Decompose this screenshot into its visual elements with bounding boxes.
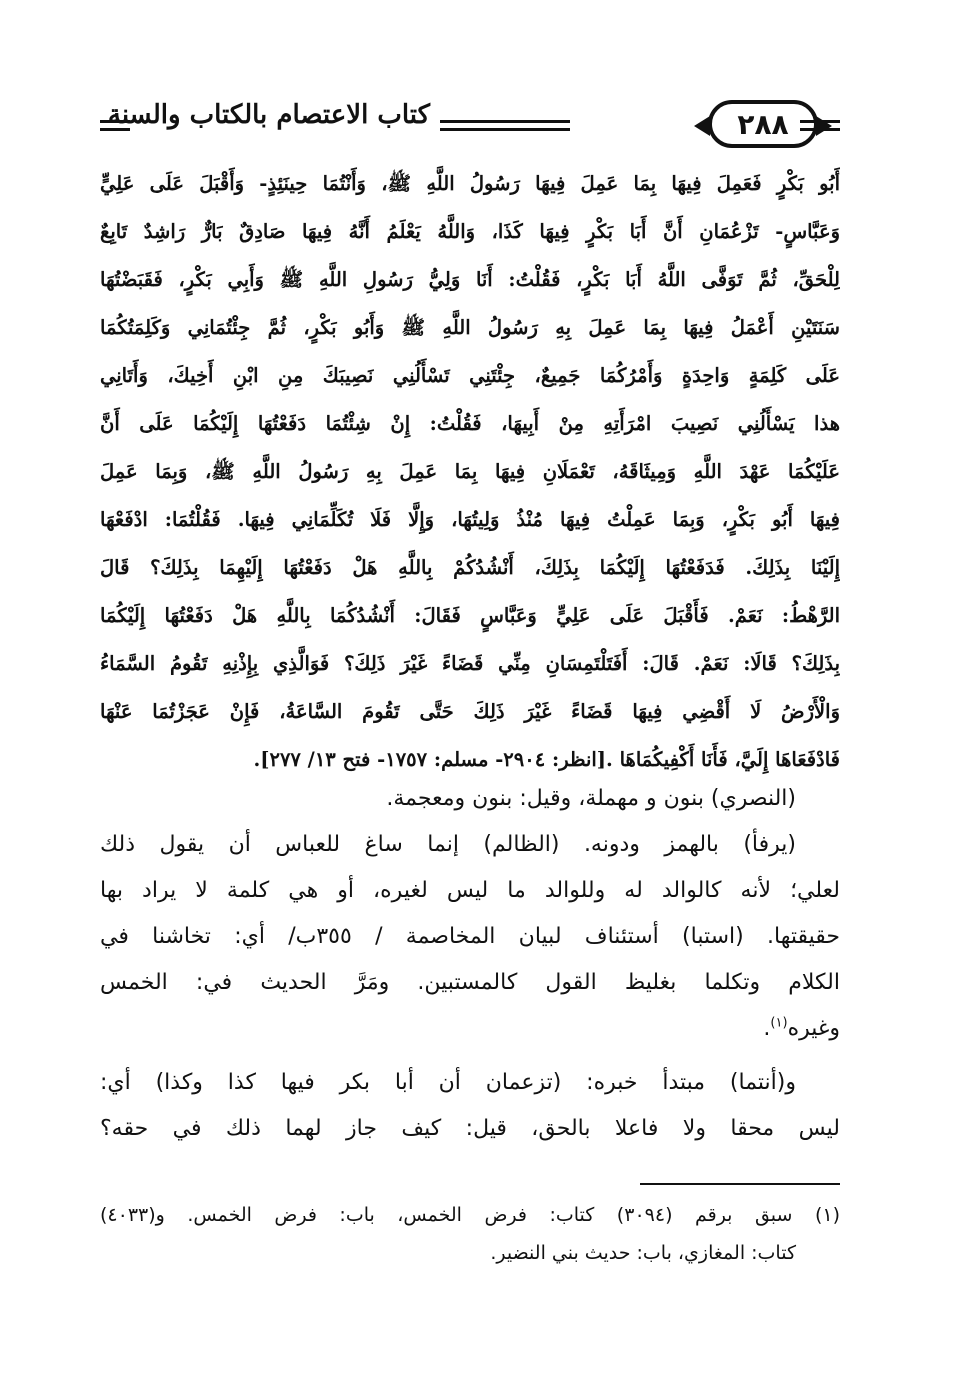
text-line: لِلْحَقِّ، ثُمَّ تَوَفَّى اللَّهُ أَبَا بَكْرٍ، فَقُلْتُ: أَنَا وَلِيُّ رَسُولِ اللَّهِ ﷺ وَأَبِي بَكْرٍ، فَقَبَضْتُهَا	[100, 268, 840, 291]
text-line: (النصري) بنون و مهملة، وقيل: بنون ومعجمة.	[386, 786, 796, 811]
book-title: كتاب الاعتصام بالكتاب والسنة	[107, 100, 430, 130]
text-line: عَلَى كَلِمَةٍ وَاحِدَةٍ وَأَمْرُكُمَا جَمِيعٌ، جِئْتَنِي تَسْأَلُنِي نَصِيبَكَ مِنِ ابْنِ أَخِيكَ، وَأَتَانِي	[100, 364, 840, 387]
text-line: إِلَيْنَا بِذَلِكَ. فَدَفَعْتُهَا إِلَيْكُمَا بِذَلِكَ، أَنْشُدُكُمْ بِاللَّهِ هَلْ دَفَعْتُهَا إِلَيْهِمَا بِذَلِكَ؟ قَالَ	[100, 556, 840, 579]
hadith-text	[100, 160, 840, 784]
footnote-line: كتاب: المغازي، باب: حديث بني النضير.	[490, 1242, 796, 1264]
page-number: ٢٨٨	[737, 107, 789, 141]
text-line: هذا يَسْأَلُنِي نَصِيبَ امْرَأَتِهِ مِنْ أَبِيهَا، فَقُلْتُ: إِنْ شِئْتُمَا دَفَعْتُهَا إِلَيْكُمَا عَلَى أَنَّ	[100, 412, 840, 435]
footnote-separator	[640, 1183, 840, 1185]
text-line: الكلام وتكلما بغليظ القول كالمستبين. ومَرَّ الحديث في: الخمس	[100, 970, 840, 995]
header-rule	[800, 128, 840, 131]
period: .	[763, 1016, 771, 1041]
text-line: أَبُو بَكْرٍ فَعَمِلَ فِيهَا بِمَا عَمِلَ فِيهَا رَسُولُ اللَّهِ ﷺ، وَأَنْتُمَا حِينَئِذٍ- وَأَقْبَلَ عَلَى عَلِيٍّ	[100, 172, 840, 195]
text-line: (يرفأ) بالهمز ودونه. (الظالم) إنما ساغ للعباس أن يقول ذلك	[100, 832, 796, 857]
text-line: لعلي؛ لأنه كالوالد له وللوالد ما ليس لغيره، أو هي كلمة لا يراد بها	[100, 878, 840, 903]
text-line: حقيقتها. (استبا) أستئناف لبيان المخاصمة / ٣٥٥ب/ أي: تخاشنا في	[100, 924, 840, 949]
commentary-text	[100, 776, 840, 1152]
text-line: الرَّهْطُ: نَعَمْ. فَأَقْبَلَ عَلَى عَلِيٍّ وَعَبَّاسٍ فَقَالَ: أَنْشُدُكُمَا بِاللَّهِ هَلْ دَفَعْتُهَا إِلَيْكُمَا	[100, 604, 840, 627]
page-header	[100, 98, 840, 158]
text-fragment: وغيره	[787, 1016, 840, 1041]
header-rule	[440, 128, 570, 131]
text-line: فِيهَا أَبُو بَكْرٍ، وَبِمَا عَمِلْتُ فِيهَا مُنْذُ وَلِيتُهَا، وَإِلَّا فَلَا تُكَلِّمَانِي فِيهَا. فَقُلْتُمَا: ادْفَعْهَا	[100, 508, 840, 531]
text-line: بِذَلِكَ؟ قَالَا: نَعَمْ. قَالَ: أَفَتَلْتَمِسَانِ مِنِّي قَضَاءً غَيْرَ ذَلِكَ؟ فَوَالَّذِي بِإِذْنِهِ تَقُومُ السَّمَاءُ	[100, 652, 840, 675]
text-line	[100, 1006, 840, 1052]
header-rule	[800, 120, 840, 123]
text-line: و(أنتما) مبتدأ خبره: (تزعمان أن أبا بكر فيها كذا وكذا) أي:	[100, 1070, 796, 1095]
footnote-marker: (١)	[770, 1015, 788, 1031]
text-line: وَالْأَرْضُ لَا أَقْضِي فِيهَا قَضَاءً غَيْرَ ذَلِكَ حَتَّى تَقُومَ السَّاعَةُ، فَإِنْ عَجَزْتُمَا عَنْهَا	[100, 700, 840, 723]
text-line: سَنَتَيْنِ أَعْمَلُ فِيهَا بِمَا عَمِلَ بِهِ رَسُولُ اللَّهِ ﷺ وَأَبُو بَكْرٍ، ثُمَّ جِئْتُمَانِي وَكَلِمَتُكُمَا	[100, 316, 840, 339]
page-number-badge	[708, 100, 818, 148]
header-rule	[440, 120, 570, 123]
text-line: فَادْفَعَاهَا إِلَيَّ، فَأَنَا أَكْفِيكُمَاهَا .[انظر: ٢٩٠٤- مسلم: ١٧٥٧- فتح ١٣/ ٢٧٧].	[253, 748, 840, 771]
footnote-line: (١) سبق برقم (٣٠٩٤) كتاب: فرض الخمس، باب: فرض الخمس. و(٤٠٣٣)	[100, 1204, 840, 1226]
footnotes	[100, 1196, 840, 1272]
text-line: ليس محقا ولا فاعلا بالحق، قيل: كيف جاز لهما ذلك في حقه؟	[100, 1116, 840, 1141]
text-line: وَعَبَّاسٍ- تَزْعُمَانِ أَنَّ أَبَا بَكْرٍ فِيهَا كَذَا، وَاللَّهُ يَعْلَمُ أَنَّهُ فِيهَا صَادِقٌ بَارٌّ رَاشِدٌ تَابِعٌ	[100, 220, 840, 243]
text-line: عَلَيْكُمَا عَهْدَ اللَّهِ وَمِيثَاقَهُ، تَعْمَلَانِ فِيهَا بِمَا عَمِلَ بِهِ رَسُولُ اللَّهِ ﷺ، وَبِمَا عَمِلَ	[100, 460, 840, 483]
